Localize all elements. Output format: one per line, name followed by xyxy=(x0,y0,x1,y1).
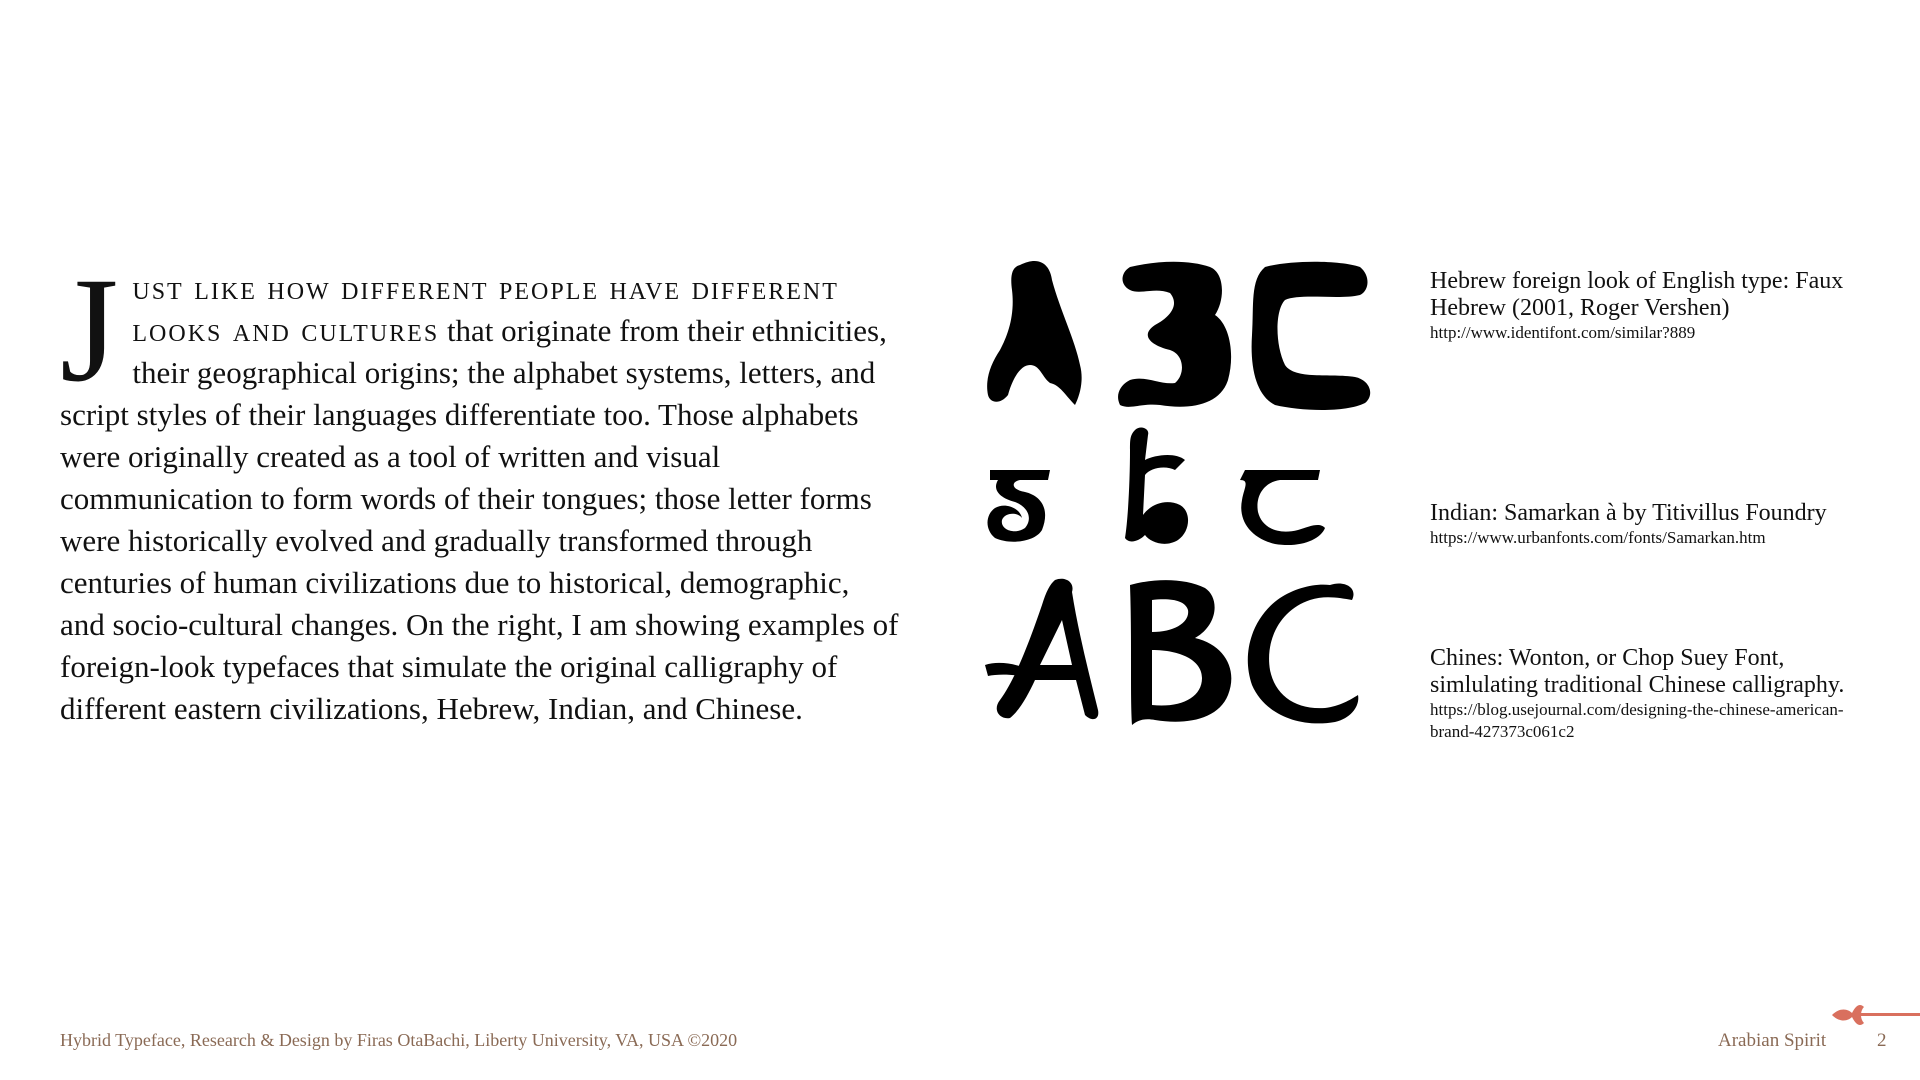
arabesque-ornament-icon xyxy=(1830,995,1920,1035)
caption-hebrew-link[interactable]: http://www.identifont.com/similar?889 xyxy=(1430,323,1696,342)
body-paragraph xyxy=(60,247,900,730)
caption-hebrew xyxy=(1430,268,1850,344)
caption-indian xyxy=(1430,500,1850,549)
footer-title: Arabian Spirit xyxy=(1718,1030,1827,1051)
wonton-specimen xyxy=(980,570,1380,735)
lead-in-text: ust like how different people have different looks and cultures xyxy=(132,270,839,349)
caption-indian-link[interactable]: https://www.urbanfonts.com/fonts/Samarkan.htm xyxy=(1430,528,1766,547)
caption-chinese-text: Chines: Wonton, or Chop Suey Font, simlulating traditional Chinese calligraphy. xyxy=(1430,645,1845,698)
samarkan-specimen xyxy=(980,420,1380,570)
caption-indian-text: Indian: Samarkan à by Titivillus Foundry xyxy=(1430,500,1827,526)
typeface-specimens xyxy=(980,255,1380,800)
drop-cap: J xyxy=(60,247,119,413)
caption-chinese xyxy=(1430,645,1850,743)
page-number: 2 xyxy=(1877,1030,1887,1051)
caption-chinese-link[interactable]: https://blog.usejournal.com/designing-the-chinese-american-brand-427373c061c2 xyxy=(1430,700,1844,741)
body-text: that originate from their ethnicities, their geographical origins; the alphabet systems, letters, and script styles of their languages differentiate too. Those alphabets were originally created as a tool of written and visual communication to form words of their tongues; those letter forms were historically evolved and gradually transformed through centuries of human civilizations due to historical, demographic, and socio-cultural changes. On the right, I am showing examples of foreign-look typefaces that simulate the original calligraphy of different eastern civilizations, Hebrew, Indian, and Chinese. xyxy=(60,313,899,726)
faux-hebrew-specimen xyxy=(980,255,1380,420)
caption-hebrew-text: Hebrew foreign look of English type: Faux Hebrew (2001, Roger Vershen) xyxy=(1430,268,1844,321)
footer-credit: Hybrid Typeface, Research & Design by Firas OtaBachi, Liberty University, VA, USA ©2020 xyxy=(60,1030,738,1050)
